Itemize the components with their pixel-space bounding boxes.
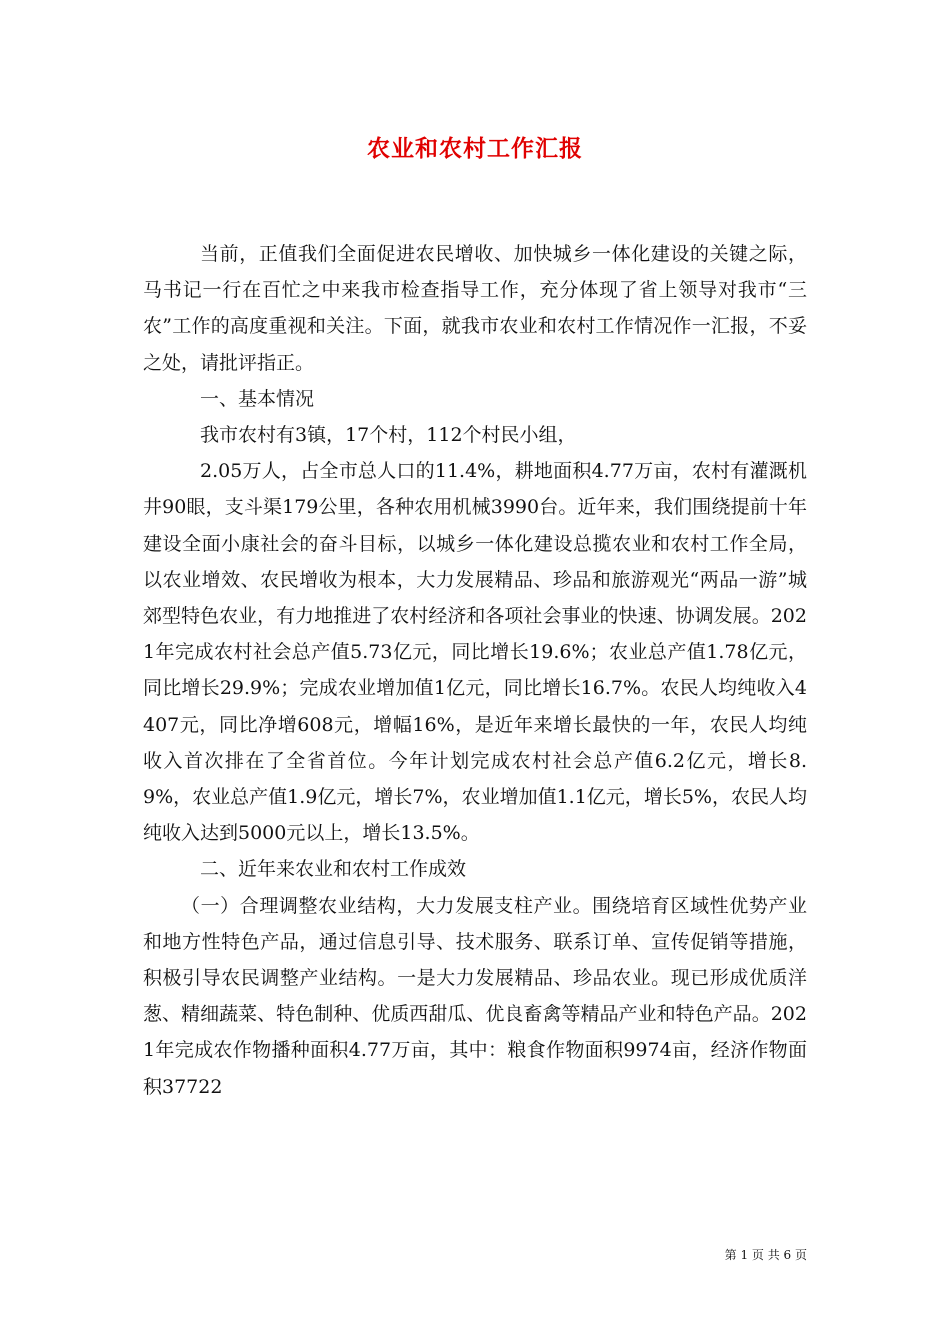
document-body [143, 236, 807, 1105]
section-heading-achievements: 二、近年来农业和农村工作成效 [200, 858, 467, 881]
basic-info-paragraph: 我市农村有3镇，17个村，112个村民小组， [200, 424, 577, 447]
statistics-paragraph: 2.05万人，占全市总人口的11.4%，耕地面积4.77万亩，农村有灌溉机井90眼，支斗渠179公里，各种农用机械3990台。近年来，我们围绕提前十年建设全面小康社会的奋斗目标，以城乡一体化建设总揽农业和农村工作全局，以农业增效、农民增收为根本，大力发展精品、珍品和旅游观光“两品一游”城郊型特色农业，有力地推进了农村经济和各项社会事业的快速、协调发展。2021年完成农村社会总产值5.73亿元，同比增长19.6%；农业总产值1.78亿元，同比增长29.9%；完成农业增加值1亿元，同比增长16.7%。农民人均纯收入4407元，同比净增608元，增幅16%，是近年来增长最快的一年，农民人均纯收入首次排在了全省首位。今年计划完成农村社会总产值6.2亿元，增长8.9%，农业总产值1.9亿元，增长7%，农业增加值1.1亿元，增长5%，农民人均纯收入达到5000元以上，增长13.5%。 [143, 460, 807, 845]
document-title: 农业和农村工作汇报 [367, 135, 583, 162]
intro-paragraph: 当前，正值我们全面促进农民增收、加快城乡一体化建设的关键之际，马书记一行在百忙之中来我市检查指导工作，充分体现了省上领导对我市“三农”工作的高度重视和关注。下面，就我市农业和农村工作情况作一汇报，不妥之处，请批评指正。 [143, 243, 807, 374]
structure-adjustment-paragraph: （一）合理调整农业结构，大力发展支柱产业。围绕培育区域性优势产业和地方性特色产品，通过信息引导、技术服务、联系订单、宣传促销等措施，积极引导农民调整产业结构。一是大力发展精品、珍品农业。现已形成优质洋葱、精细蔬菜、特色制种、优质西甜瓜、优良畜禽等精品产业和特色产品。2021年完成农作物播种面积4.77万亩，其中：粮食作物面积9974亩，经济作物面积37722 [143, 894, 807, 1098]
page-number: 第 1 页 共 6 页 [724, 1248, 807, 1262]
section-heading-basic: 一、基本情况 [200, 387, 315, 410]
